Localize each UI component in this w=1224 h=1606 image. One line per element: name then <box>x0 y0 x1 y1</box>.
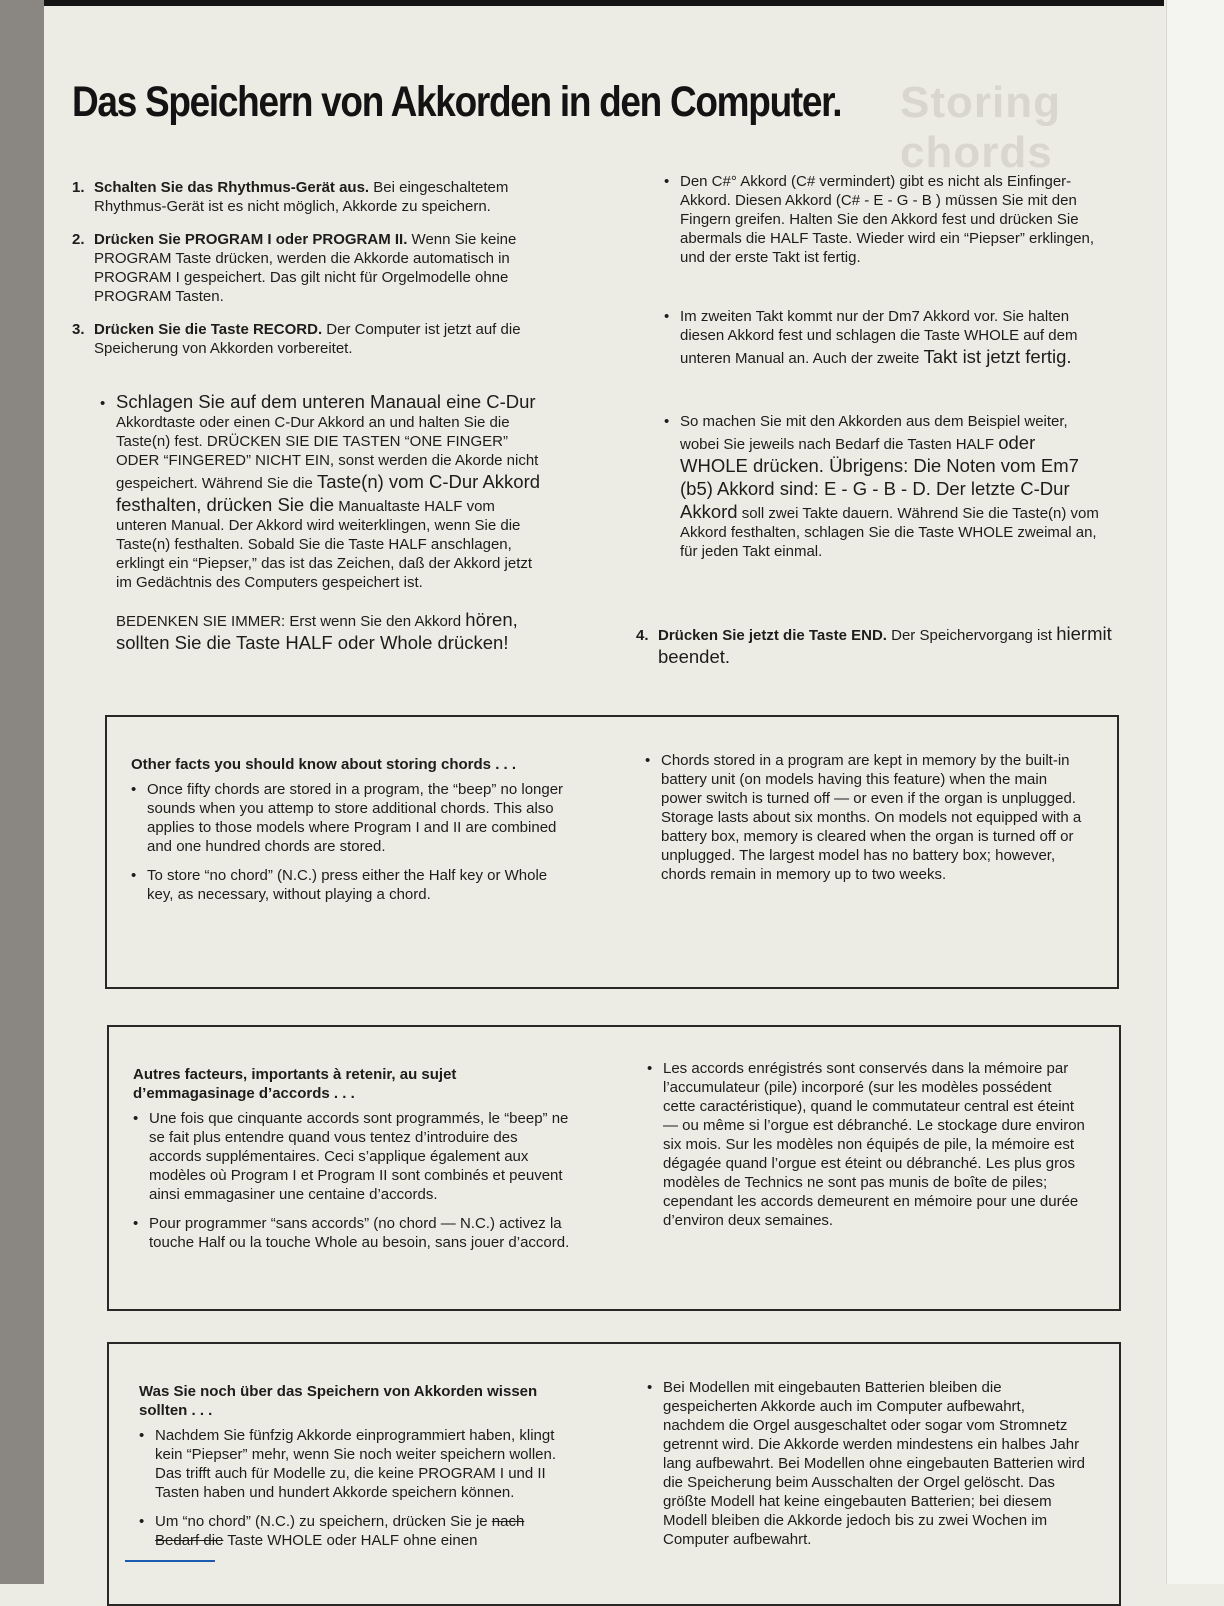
box-french-heading: Autres facteurs, importants à retenir, au sujet d’emmagasinage d’accords . . . <box>133 1066 457 1102</box>
reminder-note: BEDENKEN SIE IMMER: Erst wenn Sie den Akkord hören, sollten Sie die Taste HALF oder Whole drücken! <box>116 609 518 653</box>
info-box-french <box>107 1025 1121 1311</box>
bullet-c-sharp-dim: • Den C#° Akkord (C# vermindert) gibt es nicht als Einfinger-Akkord. Diesen Akkord (C# - E - G - B ) müssen Sie mit den Fingern greifen. Halten Sie den Akkord fest und drücken Sie abermals die HALF Taste. Wieder wird ein “Piepser” erklingen, und der erste Takt ist fertig. <box>664 173 1095 266</box>
step-4: 4. Drücken Sie jetzt die Taste END. Der Speichervorgang ist hiermit beendet. <box>636 623 1112 667</box>
bleed-through-title: Storing chords <box>900 78 1061 177</box>
scan-right-margin <box>1166 0 1224 1584</box>
step-2: 2. Drücken Sie PROGRAM I oder PROGRAM II. Wenn Sie keine PROGRAM Taste drücken, werden die Akkorde automatisch in PROGRAM I gespeichert. Das gilt nicht für Orgelmodelle ohne PROGRAM Tasten. <box>72 231 517 305</box>
info-box-german <box>107 1342 1121 1606</box>
box-english-right <box>645 751 1085 894</box>
box-german-right <box>647 1378 1087 1559</box>
box-french-right <box>647 1059 1087 1240</box>
box-english-left <box>131 755 571 914</box>
info-box-english <box>105 715 1119 989</box>
bullet-dm7: • Im zweiten Takt kommt nur der Dm7 Akkord vor. Sie halten diesen Akkord fest und schlagen die Taste WHOLE auf dem unteren Manual an. Auch der zweite Takt ist jetzt fertig. <box>664 308 1078 367</box>
box-german-bullet-2: • Um “no chord” (N.C.) zu speichern, drücken Sie je nach Bedarf die Taste WHOLE oder HALF ohne einen <box>139 1513 525 1549</box>
box-french-bullet-2: • Pour programmer “sans accords” (no chord — N.C.) activez la touche Half ou la touche Whole au besoin, sans jouer d’accord. <box>133 1215 570 1251</box>
page-title: Das Speichern von Akkorden in den Computer. <box>72 78 842 126</box>
bullet-c-dur: • Schlagen Sie auf dem unteren Manaual eine C-Dur Akkordtaste oder einen C-Dur Akkord an und halten Sie die Taste(n) fest. DRÜCKEN SIE DIE TASTEN “ONE FINGER” ODER “FINGERED” NICHT EIN, sonst werden die Akorde nicht gespeichert. Während Sie die Taste(n) vom C-Dur Akkord festhalten, drücken Sie die Manualtaste HALF vom unteren Manual. Der Akkord wird weiterklingen, wenn Sie die Taste(n) festhalten. Sobald Sie die Taste HALF anschlagen, erklingt ein “Piepser,” das ist das Zeichen, daß der Akkord jetzt im Gedächtnis des Computers gespeichert ist. <box>100 391 541 591</box>
box-english-heading: Other facts you should know about storing chords . . . <box>131 756 517 773</box>
step-4-block <box>636 622 1152 682</box>
scan-top-edge <box>44 0 1164 6</box>
box-german-bullet-3: • Bei Modellen mit eingebauten Batterien bleiben die gespeicherten Akkorde auch im Computer aufbewahrt, nachdem die Orgel ausgeschaltet oder sogar vom Stromnetz getrennt wird. Die Akkorde werden mindestens ein halbes Jahr lang aufbewahrt. Bei Modellen ohne eingebauten Batterien wird die Speicherung beim Ausschalten der Orgel gelöscht. Das größte Modell hat keine eingebauten Batterien; bei diesem Modell bleiben die Akkorde jedoch bis zu zwei Wochen im Computer aufbewahrt. <box>647 1379 1085 1548</box>
box-french-bullet-3: • Les accords enrégistrés sont conservés dans la mémoire par l’accumulateur (pile) incorporé (sur les modèles possédent cette caractéristique), quand le commutateur central est éteint — ou même si l’orgue est débranché. Le stockage dure environ six mois. Sur les modèles non équipés de pile, la mémoire est dégagée quand l’orgue est éteint ou débranché. Les plus gros modèles de Technics ne sont pas munis de boîte de piles; cependant les accords demeurent en mémoire pour une durée d’environ deux semaines. <box>647 1060 1085 1229</box>
c-dur-instructions <box>100 390 542 654</box>
box-german-heading: Was Sie noch über das Speichern von Akkorden wissen sollten . . . <box>139 1383 538 1419</box>
box-english-bullet-1: • Once fifty chords are stored in a program, the “beep” no longer sounds when you attemp to store additional chords. This also applies to those models where Program I and II are combined and one hundred chords are stored. <box>131 781 564 855</box>
box-french-bullet-1: • Une fois que cinquante accords sont programmés, le “beep” ne se fait plus entendre quand vous tentez d’introduire des accords supplémentaires. Ceci s’applique également aux modèles où Program I et Program II sont combinés et peuvent ainsi emmagasiner une centaine d’accords. <box>133 1110 569 1203</box>
box-english-bullet-2: • To store “no chord” (N.C.) press either the Half key or Whole key, as necessary, without playing a chord. <box>131 867 548 903</box>
box-english-bullet-3: • Chords stored in a program are kept in memory by the built-in battery unit (on models having this feature) when the main power switch is turned off — or even if the organ is unplugged. Storage lasts about six months. On models not equipped with a battery box, memory is cleared when the organ is turned off or unplugged. The largest model has no battery box; however, chords remain in memory up to two weeks. <box>645 752 1082 883</box>
step-1: 1. Schalten Sie das Rhythmus-Gerät aus. Bei eingeschaltetem Rhythmus-Gerät ist es nicht möglich, Akkorde zu speichern. <box>72 179 509 215</box>
box-french-left <box>133 1065 573 1262</box>
bullet-continue: • So machen Sie mit den Akkorden aus dem Beispiel weiter, wobei Sie jeweils nach Bedarf die Tasten HALF oder WHOLE drücken. Übrigens: Die Noten vom Em7 (b5) Akkord sind: E - G - B - D. Der letzte C-Dur Akkord soll zwei Takte dauern. Während Sie die Taste(n) vom Akkord festhalten, schlagen Sie die Taste WHOLE zweimal an, für jeden Takt einmal. <box>664 413 1099 560</box>
scan-left-margin <box>0 0 44 1584</box>
scan-edge-mark <box>125 1560 215 1562</box>
step-3: 3. Drücken Sie die Taste RECORD. Der Computer ist jetzt auf die Speicherung von Akkorden vorbereitet. <box>72 321 521 357</box>
box-german-left <box>139 1382 569 1560</box>
box-german-bullet-1: • Nachdem Sie fünfzig Akkorde einprogrammiert haben, klingt kein “Piepser” mehr, wenn Sie noch weiter speichern wollen. Das trifft auch für Modelle zu, die keine PROGRAM I und II Tasten haben und hundert Akkorde speichern können. <box>139 1427 557 1501</box>
right-column <box>664 172 1102 575</box>
left-column <box>72 178 584 372</box>
